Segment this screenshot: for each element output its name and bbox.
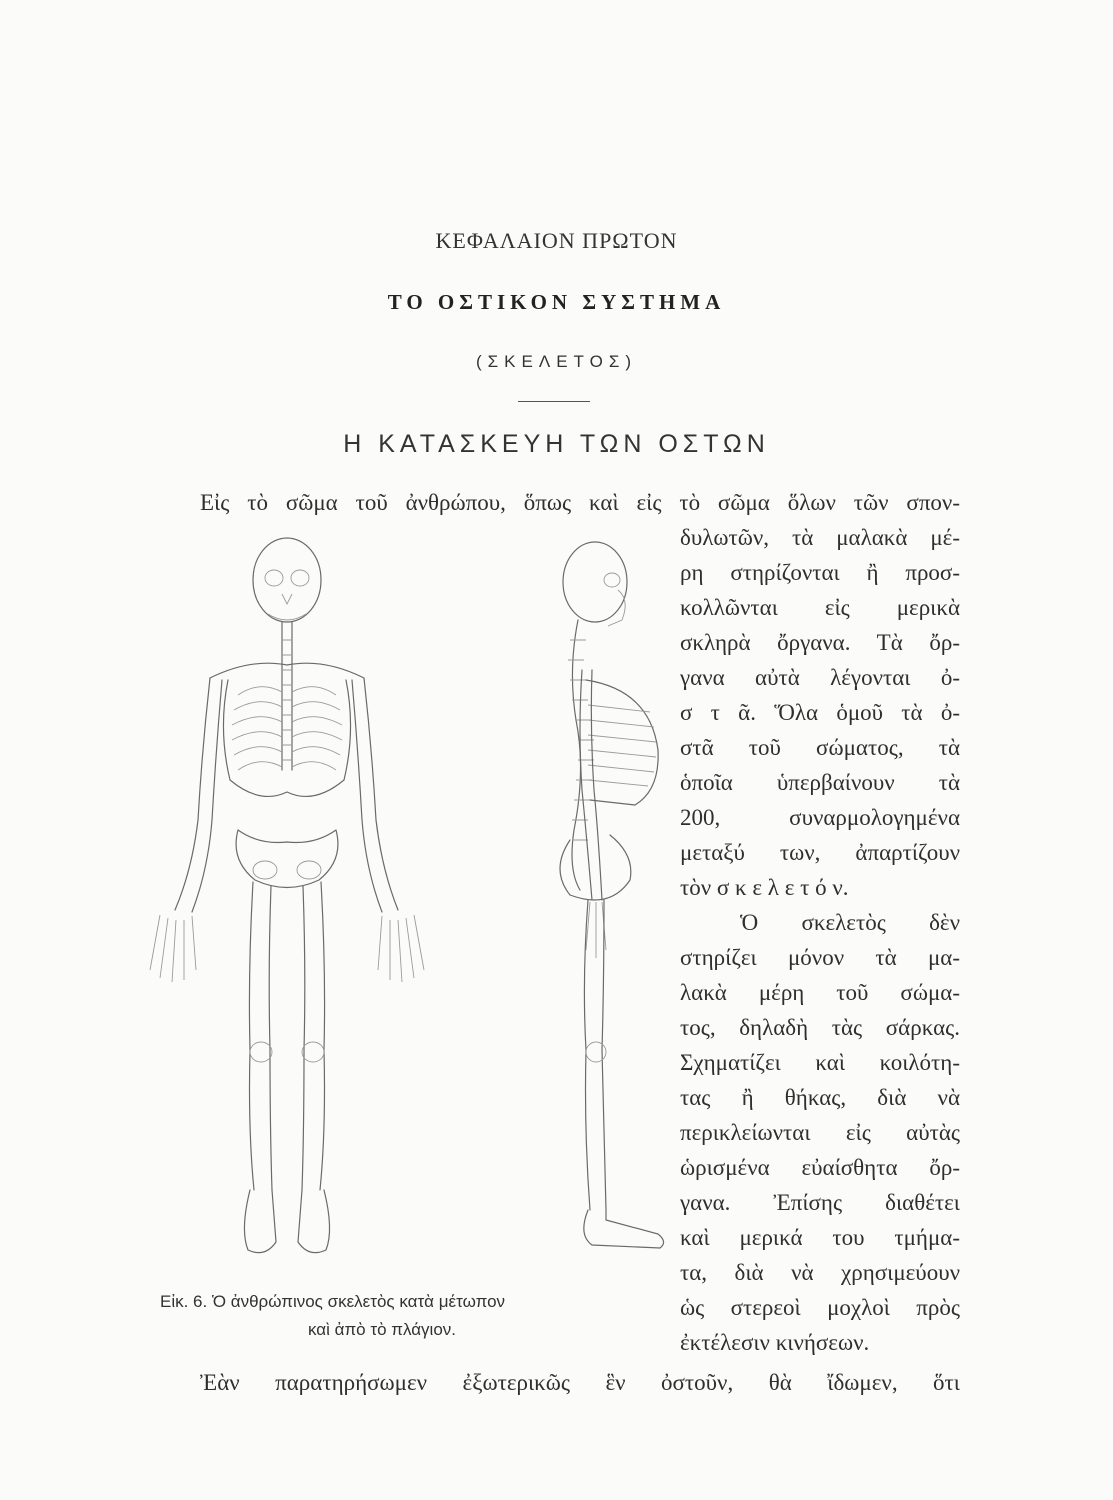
body-line: γανα. Ἐπίσης διαθέτει — [680, 1190, 960, 1215]
body-line: σκληρὰ ὄργανα. Τὰ ὄρ- — [680, 630, 960, 655]
front-skeleton — [150, 538, 424, 1253]
body-line: γανα αὐτὰ λέγονται ὀ- — [680, 665, 960, 690]
body-line: λακὰ μέρη τοῦ σώμα- — [680, 980, 960, 1005]
body-line: σ τ ᾶ. Ὅλα ὁμοῦ τὰ ὀ- — [680, 700, 960, 725]
body-line: τὸν σ κ ε λ ε τ ό ν. — [680, 875, 849, 900]
body-line: ὡς στερεοὶ μοχλοὶ πρὸς — [680, 1295, 960, 1320]
body-line: ὁποῖα ὑπερβαίνουν τὰ — [680, 770, 960, 795]
figure-caption-line1: Εἰκ. 6. Ὁ ἀνθρώπινος σκελετὸς κατὰ μέτωπον — [160, 1292, 506, 1311]
chapter-label: ΚΕΦΑΛΑΙΟΝ ΠΡΩΤΟΝ — [435, 228, 678, 253]
body-line: τας ἢ θήκας, διὰ νὰ — [680, 1085, 960, 1110]
body-line: 200, συναρμολογημένα — [680, 805, 960, 830]
chapter-title: ΤΟ ΟΣΤΙΚΟΝ ΣΥΣΤΗΜΑ — [387, 290, 726, 314]
body-line: Ἐὰν παρατηρήσωμεν ἐξωτερικῶς ἓν ὀστοῦν, θὰ ἴδωμεν, ὅτι — [200, 1370, 960, 1395]
figure-caption-line2: καὶ ἀπὸ τὸ πλάγιον. — [308, 1320, 457, 1339]
body-line: κολλῶνται εἰς μερικὰ — [680, 595, 960, 620]
body-line: τος, δηλαδὴ τὰς σάρκας. — [680, 1015, 960, 1040]
body-line: περικλείωνται εἰς αὐτὰς — [680, 1120, 960, 1145]
side-skeleton — [560, 542, 664, 1248]
section-heading: Η ΚΑΤΑΣΚΕΥΗ ΤΩΝ ΟΣΤΩΝ — [343, 430, 770, 458]
body-line: τα, διὰ νὰ χρησιμεύουν — [680, 1260, 960, 1285]
divider — [518, 401, 590, 402]
body-line: στηρίζει μόνον τὰ μα- — [680, 945, 960, 970]
skeleton-figure — [130, 530, 670, 1310]
body-line: στᾶ τοῦ σώματος, τὰ — [680, 735, 960, 760]
body-line: Εἰς τὸ σῶμα τοῦ ἀνθρώπου, ὅπως καὶ εἰς τὸ σῶμα ὅλων τῶν σπον- — [200, 490, 960, 515]
body-line: μεταξύ των, ἀπαρτίζουν — [680, 840, 960, 865]
body-line: δυλωτῶν, τὰ μαλακὰ μέ- — [680, 525, 960, 550]
body-line: ὡρισμένα εὐαίσθητα ὄρ- — [680, 1155, 960, 1180]
body-line: Σχηματίζει καὶ κοιλότη- — [680, 1050, 960, 1075]
body-line: ρη στηρίζονται ἢ προσ- — [680, 560, 960, 585]
body-line: ἐκτέλεσιν κινήσεων. — [680, 1330, 870, 1355]
body-line: Ὁ σκελετὸς δὲν — [740, 910, 960, 935]
body-line: καὶ μερικά του τμήμα- — [680, 1225, 960, 1250]
chapter-subtitle: (ΣΚΕΛΕΤΟΣ) — [475, 352, 637, 371]
